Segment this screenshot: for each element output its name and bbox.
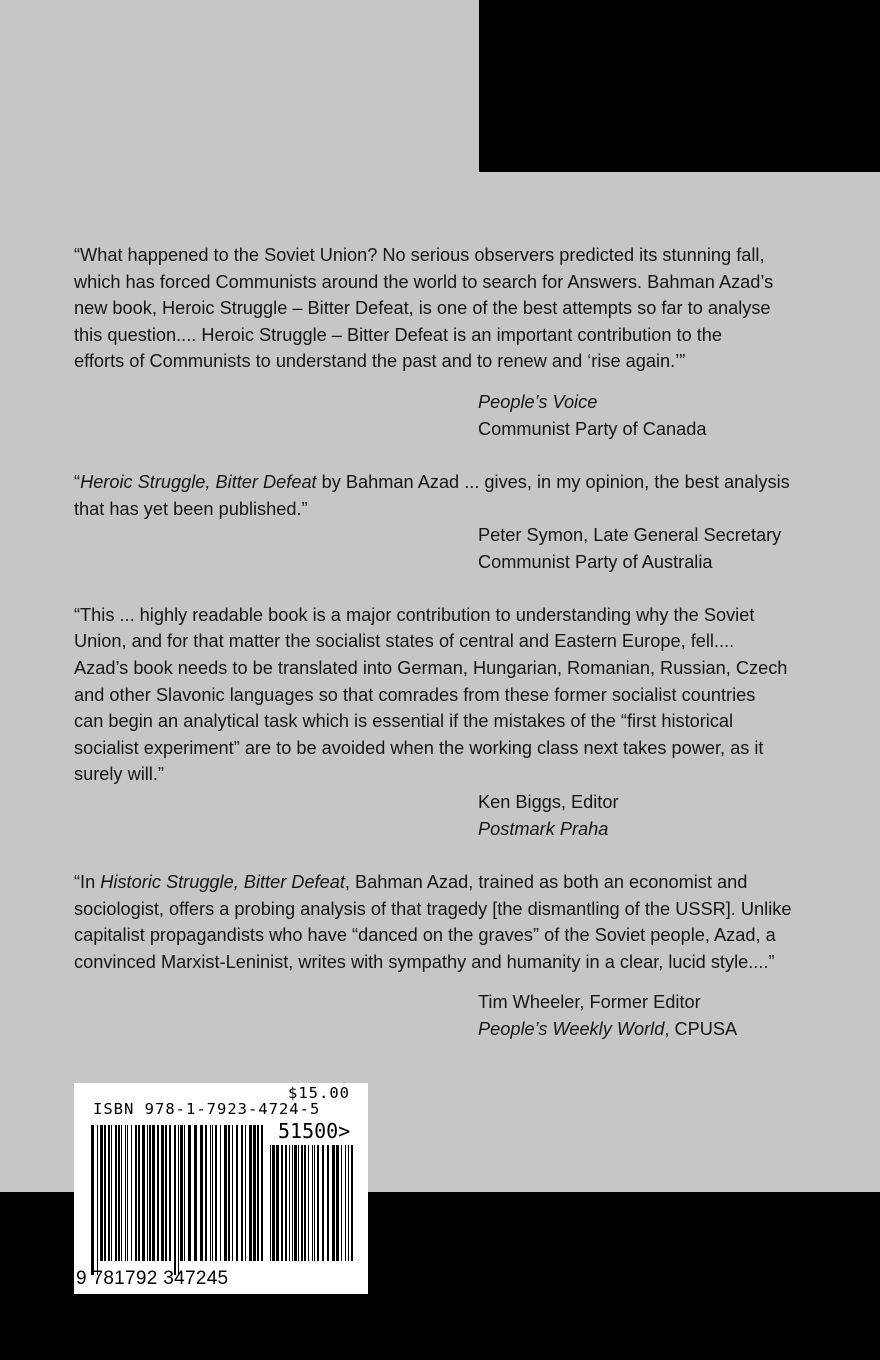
attribution-publication: Postmark Praha bbox=[478, 818, 609, 839]
barcode-bar bbox=[131, 1125, 132, 1261]
barcode-bar bbox=[228, 1125, 230, 1261]
top-black-block bbox=[479, 0, 880, 172]
barcode-bar bbox=[220, 1125, 221, 1261]
barcode-bar bbox=[304, 1145, 306, 1261]
quote-line: that has yet been published.” bbox=[74, 499, 308, 519]
quote-attribution bbox=[478, 522, 858, 575]
barcode-bar bbox=[341, 1145, 342, 1261]
barcode-bar bbox=[312, 1145, 313, 1261]
quote-attribution bbox=[478, 789, 858, 842]
barcode-bar bbox=[111, 1125, 112, 1261]
barcode-bar bbox=[232, 1125, 233, 1261]
quote-line: this question.... Heroic Struggle – Bitter Defeat is an important contribution to the bbox=[74, 325, 723, 345]
barcode-bar bbox=[180, 1125, 183, 1261]
barcode-bar bbox=[161, 1125, 164, 1261]
barcode-bar bbox=[210, 1125, 211, 1261]
quote-line: Azad’s book needs to be translated into German, Hungarian, Romanian, Russian, Czech bbox=[74, 658, 788, 678]
attribution-person: Peter Symon, Late General Secretary bbox=[478, 525, 782, 545]
book-title: Historic Struggle, Bitter Defeat bbox=[100, 872, 345, 892]
quote-text: , Bahman Azad, trained as both an economist and bbox=[344, 872, 748, 892]
barcode-bar bbox=[261, 1125, 263, 1261]
barcode-bar bbox=[135, 1125, 137, 1261]
barcode-bar bbox=[115, 1125, 117, 1261]
barcode-bar bbox=[270, 1145, 271, 1261]
quote-line: capitalist propagandists who have “danced on the graves” of the Soviet people, Azad, a bbox=[74, 925, 776, 945]
quote-line: efforts of Communists to understand the past and to renew and ‘rise again.’” bbox=[74, 351, 686, 371]
barcode-bar bbox=[169, 1125, 171, 1261]
barcode-bar bbox=[194, 1125, 197, 1261]
barcode-bar bbox=[127, 1125, 128, 1261]
quote-line bbox=[74, 869, 800, 896]
quote-line: “This ... highly readable book is a major contribution to understanding why the Soviet bbox=[74, 605, 755, 625]
quote-line: can begin an analytical task which is essential if the mistakes of the “first historical bbox=[74, 711, 734, 731]
barcode-bar bbox=[165, 1125, 167, 1261]
attribution-person: Tim Wheeler, Former Editor bbox=[478, 992, 701, 1012]
barcode-bar bbox=[108, 1125, 110, 1261]
barcode-bar bbox=[292, 1145, 293, 1261]
attribution-organization: Communist Party of Canada bbox=[478, 418, 707, 439]
barcode-bar bbox=[178, 1125, 179, 1275]
barcode-bar bbox=[348, 1145, 349, 1261]
barcode-bar bbox=[322, 1145, 324, 1261]
barcode-bar bbox=[147, 1125, 148, 1261]
barcode-bar bbox=[212, 1125, 213, 1261]
barcode-bar bbox=[152, 1125, 155, 1261]
quote-open-mark: “In bbox=[74, 872, 101, 892]
barcode-bar bbox=[241, 1125, 243, 1261]
attribution-source: People’s Voice bbox=[478, 392, 598, 412]
barcode-bar bbox=[121, 1125, 122, 1261]
barcode-bar bbox=[97, 1125, 98, 1275]
barcode-bar bbox=[336, 1145, 339, 1261]
quote-line: Union, and for that matter the socialist states of central and Eastern Europe, fell.... bbox=[74, 631, 735, 651]
barcode-bar bbox=[317, 1145, 319, 1261]
barcode-bar bbox=[174, 1125, 176, 1275]
barcode-bar bbox=[104, 1125, 106, 1261]
barcode-bar bbox=[289, 1145, 290, 1261]
barcode-bar bbox=[253, 1125, 256, 1261]
quote-line: new book, Heroic Struggle – Bitter Defeat, is one of the best attempts so far to analyse bbox=[74, 298, 771, 318]
barcode-bar bbox=[345, 1145, 346, 1261]
quote-line: which has forced Communists around the world to search for Answers. Bahman Azad’s bbox=[74, 272, 774, 292]
ean13-bars bbox=[91, 1125, 267, 1275]
quote-line: convinced Marxist-Leninist, writes with sympathy and humanity in a clear, lucid style....” bbox=[74, 952, 775, 972]
barcode-bar bbox=[188, 1125, 191, 1261]
barcode-bar bbox=[184, 1125, 185, 1261]
publication-org: , CPUSA bbox=[664, 1018, 738, 1039]
barcode-bar bbox=[142, 1125, 145, 1261]
barcode-bar bbox=[351, 1145, 353, 1261]
price-label: $15.00 bbox=[288, 1084, 350, 1102]
isbn-barcode bbox=[74, 1083, 368, 1294]
barcode-bar bbox=[276, 1145, 279, 1261]
barcode-bar bbox=[205, 1125, 207, 1261]
barcode-bar bbox=[91, 1125, 94, 1275]
supplement-bars bbox=[270, 1145, 355, 1275]
quote-line: socialist experiment” are to be avoided when the working class next takes power, as it bbox=[74, 738, 764, 758]
barcode-bar bbox=[100, 1125, 103, 1261]
barcode-bar bbox=[281, 1145, 283, 1261]
barcode-bar bbox=[327, 1145, 329, 1261]
barcode-bar bbox=[224, 1125, 227, 1261]
quote-line: “What happened to the Soviet Union? No serious observers predicted its stunning fall, bbox=[74, 245, 765, 265]
barcode-bar bbox=[138, 1125, 140, 1261]
quote-open-mark: “ bbox=[74, 472, 81, 492]
barcode-bar bbox=[272, 1145, 275, 1261]
barcode-bar bbox=[149, 1125, 151, 1261]
quote-line bbox=[74, 469, 800, 496]
barcode-bar bbox=[125, 1125, 126, 1261]
barcode-bar bbox=[308, 1145, 309, 1261]
quote-attribution bbox=[478, 989, 858, 1042]
publication-title: People’s Weekly World bbox=[478, 1018, 665, 1039]
quote-line: sociologist, offers a probing analysis of that tragedy [the dismantling of the USSR]. Unlike bbox=[74, 899, 792, 919]
barcode-bar bbox=[118, 1125, 120, 1261]
quote-line: surely will.” bbox=[74, 764, 164, 784]
attribution-publication bbox=[478, 1016, 858, 1043]
price-supplement-code: 51500> bbox=[278, 1119, 351, 1143]
barcode-bar bbox=[200, 1125, 203, 1261]
barcode-bar bbox=[314, 1145, 315, 1261]
quote-text: by Bahman Azad ... gives, in my opinion, the best analysis bbox=[316, 472, 790, 492]
book-title: Heroic Struggle, Bitter Defeat bbox=[80, 472, 317, 492]
barcode-bar bbox=[301, 1145, 303, 1261]
barcode-bar bbox=[215, 1125, 217, 1261]
barcode-bar bbox=[245, 1125, 246, 1261]
attribution-organization: Communist Party of Australia bbox=[478, 551, 713, 572]
barcode-bar bbox=[294, 1145, 297, 1261]
quote-attribution bbox=[478, 389, 858, 442]
quote-line: and other Slavonic languages so that comrades from these former socialist countries bbox=[74, 685, 756, 705]
isbn-label: ISBN 978-1-7923-4724-5 bbox=[93, 1100, 321, 1118]
barcode-bar bbox=[257, 1125, 259, 1261]
barcode-bar bbox=[298, 1145, 299, 1261]
barcode-bar bbox=[332, 1145, 335, 1261]
barcode-bar bbox=[285, 1145, 287, 1261]
ean-digits: 9 781792 347245 bbox=[76, 1268, 229, 1289]
barcode-bar bbox=[157, 1125, 159, 1261]
barcode-bar bbox=[249, 1125, 252, 1261]
attribution-person: Ken Biggs, Editor bbox=[478, 792, 619, 812]
barcode-bar bbox=[236, 1125, 238, 1261]
